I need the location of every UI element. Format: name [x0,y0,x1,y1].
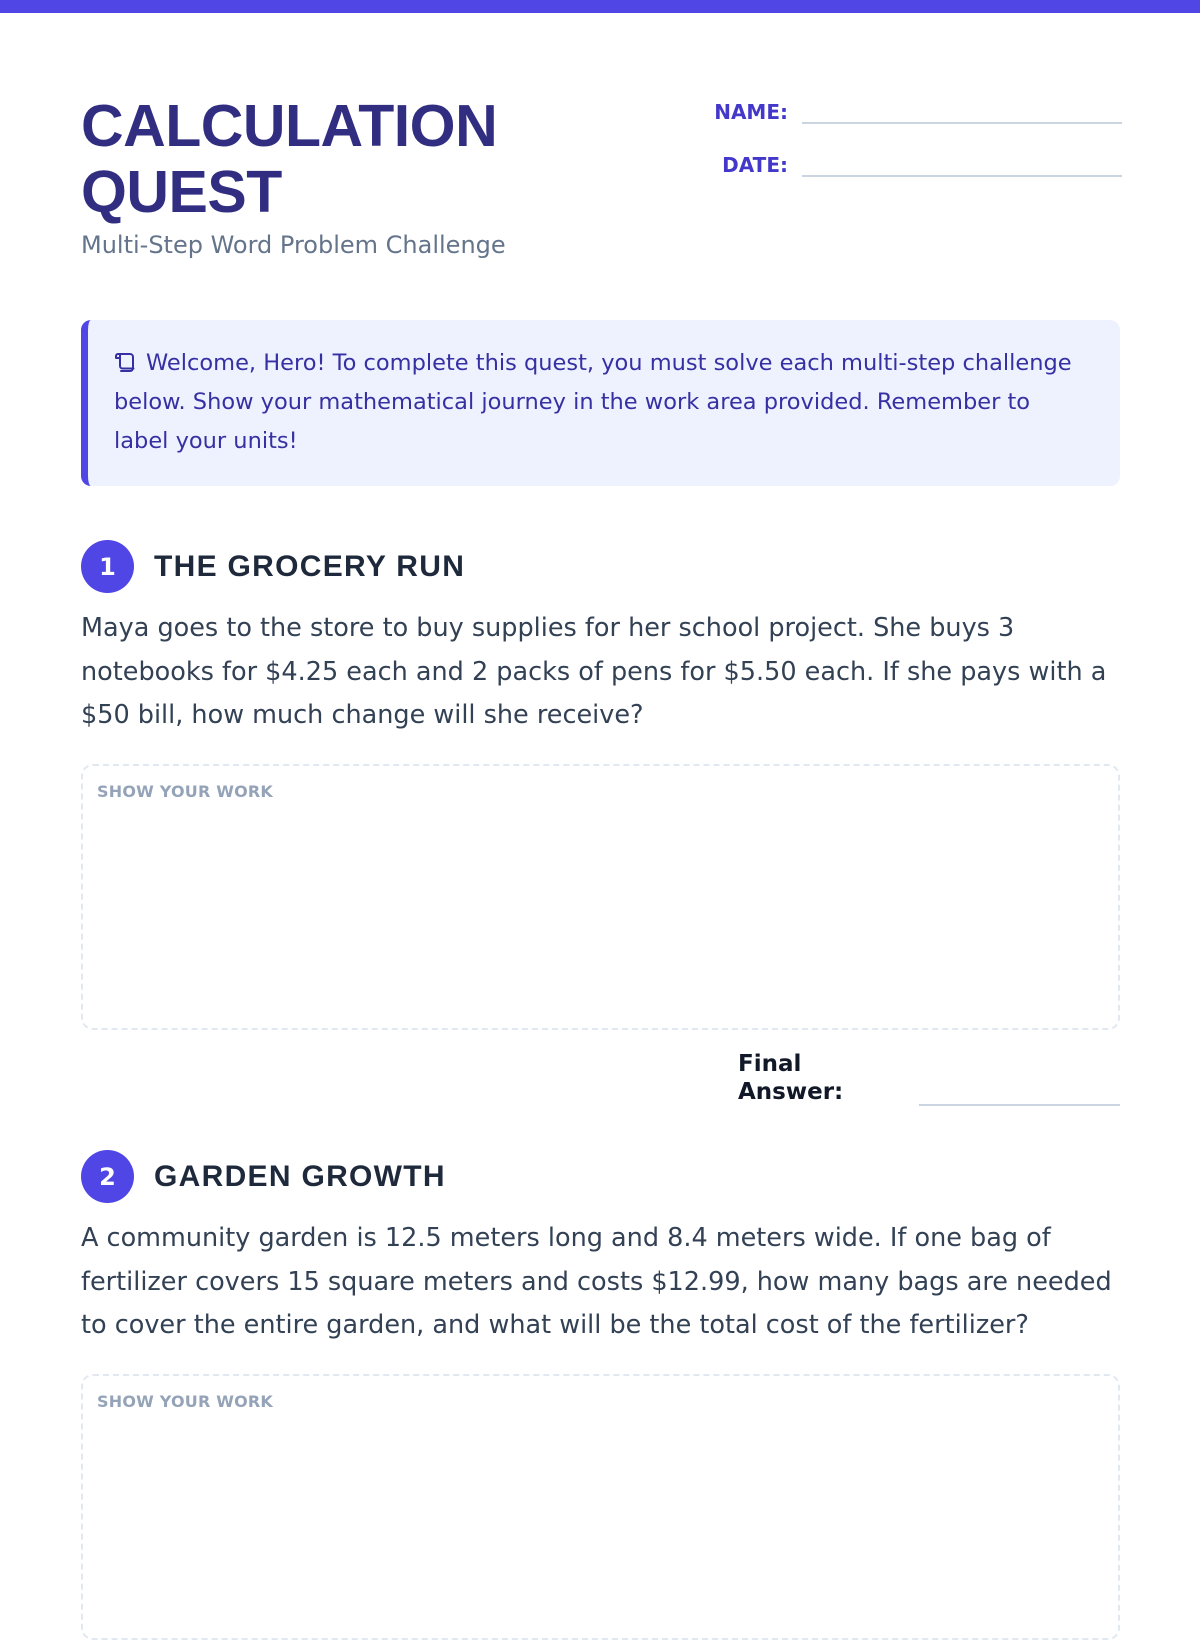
date-input-line[interactable] [802,175,1122,177]
problem-1-work-area[interactable] [81,764,1120,1030]
final-answer-line[interactable] [919,1104,1120,1106]
problem-number-badge: 2 [81,1150,134,1203]
intro-callout [81,320,1120,486]
problem-2-work-area[interactable] [81,1374,1120,1640]
problem-2-header [81,1150,446,1203]
name-input-line[interactable] [802,122,1122,124]
work-area-label: SHOW YOUR WORK [97,782,274,801]
problem-1-answer-row [738,1050,1120,1106]
date-field-row [618,153,1122,177]
intro-text: Welcome, Hero! To complete this quest, you must solve each multi-step challenge below. Show your mathematical journey in the work area provided. Remember to label your units! [114,350,1072,454]
scroll-icon [114,351,138,373]
problem-number-badge: 1 [81,540,134,593]
problem-1-header [81,540,465,593]
problem-title: THE GROCERY RUN [154,549,466,583]
problem-2-text: A community garden is 12.5 meters long and 8.4 meters wide. If one bag of fertilizer covers 15 square meters and costs $12.99, how many bags are needed to cover the entire garden, and what will be the total cost of the fertilizer? [81,1223,1112,1340]
page-subtitle: Multi-Step Word Problem Challenge [81,231,506,259]
date-label: DATE: [722,153,788,177]
problem-1-text: Maya goes to the store to buy supplies for her school project. She buys 3 notebooks for $4.25 each and 2 packs of pens for $5.50 each. If she pays with a $50 bill, how much change will she receive? [81,613,1107,730]
top-accent-bar [0,0,1200,13]
page-title: CALCULATION QUEST [81,93,498,225]
name-field-row [618,100,1122,124]
problem-title: GARDEN GROWTH [154,1159,446,1193]
work-area-label: SHOW YOUR WORK [97,1392,274,1411]
name-label: NAME: [714,100,788,124]
final-answer-label: Final Answer: [738,1051,844,1105]
